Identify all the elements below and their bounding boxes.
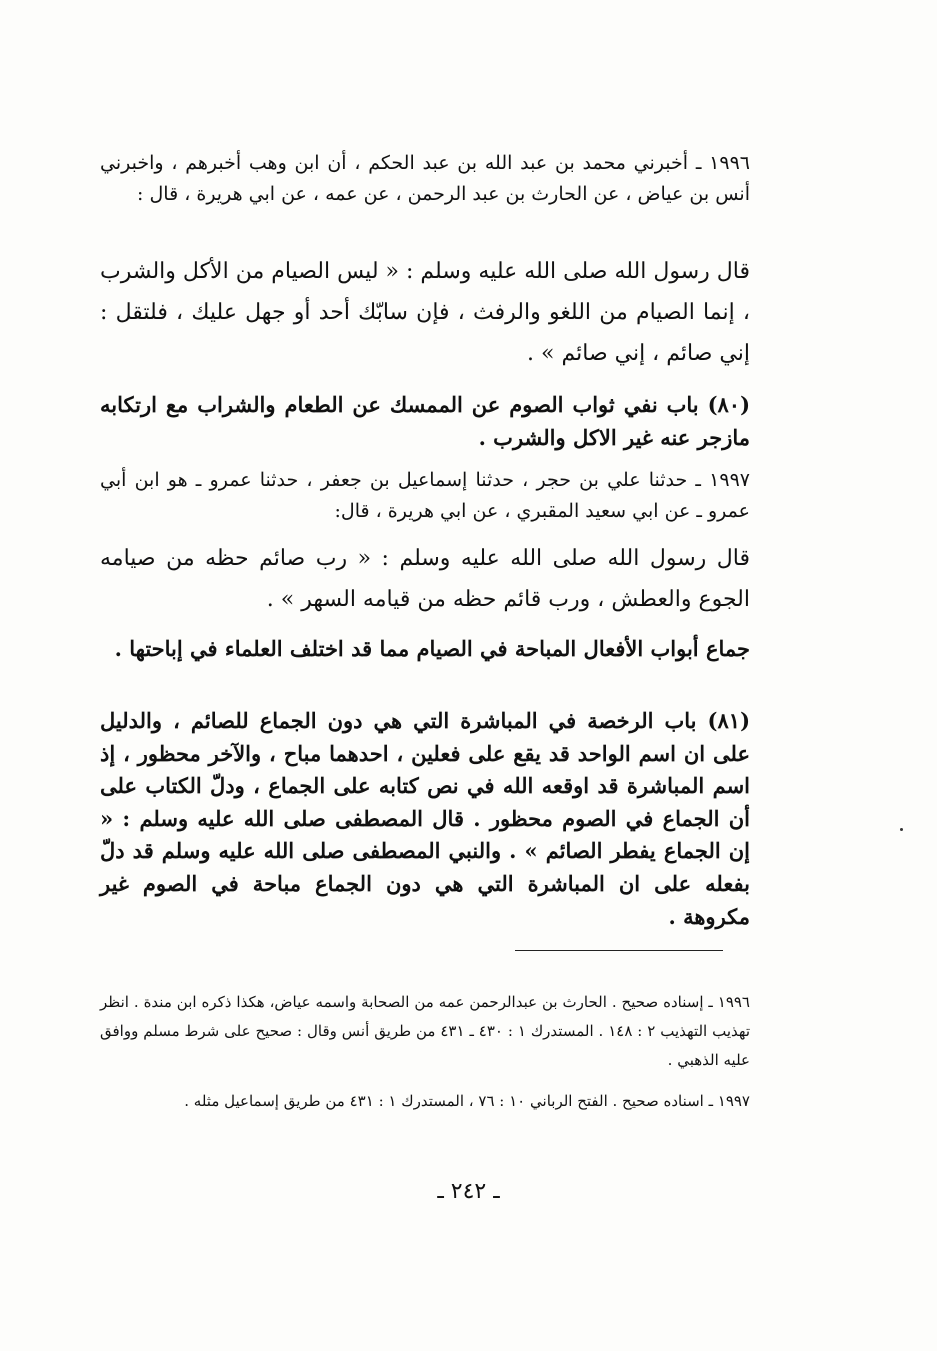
hadith-1997-matn: قال رسول الله صلى الله عليه وسلم : « رب صائم حظه من صيامه الجوع والعطش ، ورب قائم حظه من قيامه السهر » .	[100, 546, 750, 612]
scan-speck	[900, 828, 903, 831]
footnote-1996	[100, 988, 750, 1075]
jimaa-abwab-heading	[100, 633, 750, 665]
footnote-1997-text: ١٩٩٧ ـ اسناده صحيح . الفتح الرباني ١٠ : ٧٦ ، المستدرك ١ : ٤٣١ من طريق إسماعيل مثله .	[184, 1092, 750, 1110]
chapter-81-title: (٨١) باب الرخصة في المباشرة التي هي دون الجماع للصائم ، والدليل على ان اسم الواحد قد يقع على فعلين ، احدهما مباح ، والآخر محظور ، إذ اسم المباشرة قد اوقعه الله في نص كتابه على الجماع ، ودلّ الكتاب على أن الجماع في الصوم محظور . قال المصطفى صلى الله عليه وسلم : « إن الجماع يفطر الصائم » . والنبي المصطفى صلى الله عليه وسلم قد دلّ بفعله على ان المباشرة التي هي دون الجماع مباحة في الصوم غير مكروهة .	[100, 708, 750, 929]
footnote-1996-text: ١٩٩٦ ـ إسناده صحيح . الحارث بن عبدالرحمن عمه من الصحابة واسمه عياض، هكذا ذكره ابن مندة . انظر تهذيب التهذيب ٢ : ١٤٨ . المستدرك ١ : ٤٣٠ ـ ٤٣١ من طريق أنس وقال : صحيح على شرط مسلم ووافق عليه الذهبي .	[100, 993, 750, 1069]
chapter-80-title: (٨٠) باب نفي ثواب الصوم عن الممسك عن الطعام والشراب مع ارتكابه مازجر عنه غير الاكل والشرب .	[100, 392, 750, 450]
hadith-1996-chain	[100, 148, 750, 210]
footnote-1997	[100, 1087, 750, 1116]
hadith-1997-chain-text: ١٩٩٧ ـ حدثنا علي بن حجر ، حدثنا إسماعيل بن جعفر ، حدثنا عمرو ـ هو ابن أبي عمرو ـ عن ابي سعيد المقبري ، عن ابي هريرة ، قال:	[100, 469, 750, 522]
hadith-1996-chain-text: ١٩٩٦ ـ أخبرني محمد بن عبد الله بن عبد الحكم ، أن ابن وهب أخبرهم ، واخبرني أنس بن عياض ، عن الحارث بن عبد الرحمن ، عن عمه ، عن ابي هريرة ، قال :	[100, 152, 750, 205]
page-number: ـ ٢٤٢ ـ	[437, 1179, 500, 1204]
hadith-1996-matn: قال رسول الله صلى الله عليه وسلم : « ليس الصيام من الأكل والشرب ، إنما الصيام من اللغو والرفث ، فإن سابّك أحد أو جهل عليك ، فلتقل : إني صائم ، إني صائم » .	[100, 259, 750, 366]
chapter-81-heading	[100, 705, 750, 933]
footnote-separator	[515, 950, 723, 951]
jimaa-abwab-title: جماع أبواب الأفعال المباحة في الصيام مما قد اختلف العلماء في إباحتها .	[114, 636, 750, 661]
hadith-1997-chain	[100, 465, 750, 527]
chapter-80-heading	[100, 388, 750, 454]
hadith-1996-text	[100, 251, 750, 374]
hadith-1997-text	[100, 538, 750, 620]
